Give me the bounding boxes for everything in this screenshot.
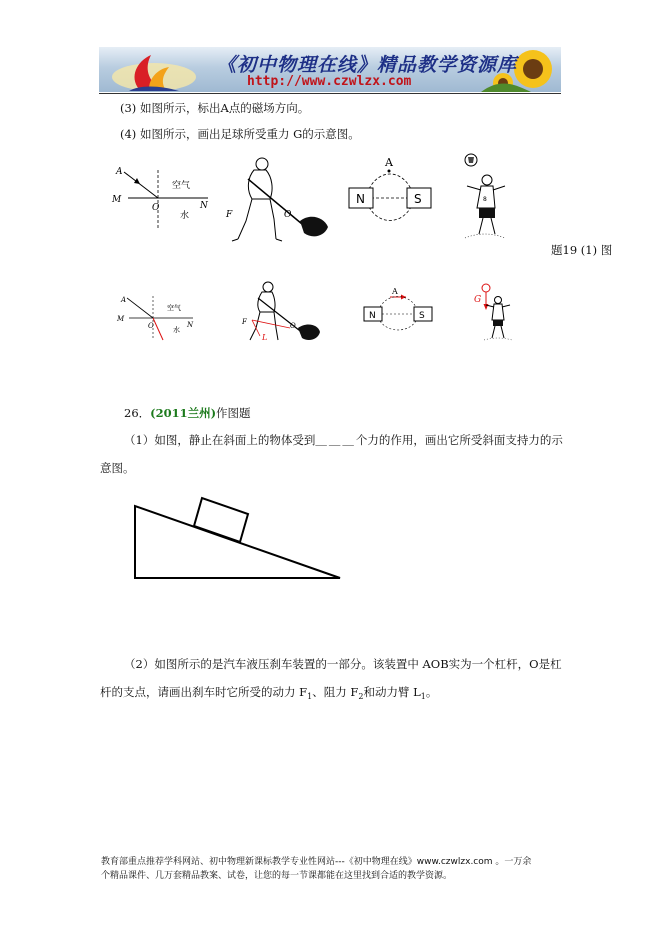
- figure-caption: 题19 (1) 图: [551, 243, 613, 257]
- football-player-diagram: [455, 150, 525, 245]
- q26-part2-line1: （2）如图所示的是汽车液压刹车装置的一部分。该装置中 AOB实为一个杠杆，O是杠: [124, 657, 562, 671]
- q26-number: 26．: [124, 406, 151, 420]
- football-answer-diagram: [470, 282, 525, 344]
- q26-heading: [124, 405, 251, 421]
- shovel-worker-diagram: [220, 155, 335, 245]
- player-number: 8: [483, 196, 487, 203]
- magnet-S: S: [414, 192, 422, 206]
- logo-icon: [99, 47, 209, 92]
- refraction-answer-diagram: [115, 290, 200, 345]
- q26-part1-text-b: 个力的作用，画出它所受斜面支持力的示: [355, 433, 563, 447]
- answer-label-G: G: [474, 295, 482, 305]
- answer-blank[interactable]: ＿＿＿: [315, 433, 356, 447]
- magnet-N: N: [356, 192, 365, 206]
- label-N: N: [200, 201, 208, 211]
- header-banner: [99, 47, 561, 92]
- subscript-1: 1: [307, 692, 313, 701]
- block-on-incline: [194, 498, 248, 542]
- label-A: A: [116, 167, 123, 177]
- answer-label-M: M: [117, 315, 125, 323]
- answer-label-water: 水: [173, 326, 180, 334]
- answer-label-F: F: [242, 318, 247, 326]
- incline-diagram: [130, 492, 345, 582]
- q26-part2-text-b: 、阻力 F: [312, 685, 359, 699]
- answer-label-air: 空气: [167, 304, 181, 312]
- subscript-3: 1: [420, 692, 426, 701]
- answer-magnet-S: S: [419, 311, 425, 321]
- refraction-diagram: [110, 160, 220, 235]
- q26-part2-line2: [100, 684, 437, 705]
- footer-line2: 个精品课件、几万套精品教案、试卷，让您的每一节课都能在这里找到合适的教学资源。: [101, 871, 453, 881]
- label-water: 水: [180, 211, 190, 221]
- q26-type: 作图题: [216, 406, 251, 420]
- label-M: M: [112, 195, 122, 205]
- header-url[interactable]: http://www.czwlzx.com: [247, 74, 412, 89]
- answer-label-lever-O: O: [290, 322, 296, 330]
- subscript-2: 2: [358, 692, 364, 701]
- footer-line1: 教育部重点推荐学科网站、初中物理新课标教学专业性网站---《初中物理在线》www.czwlzx.com 。一万余: [101, 857, 532, 867]
- q26-part2-text-a: 杆的支点，请画出刹车时它所受的动力 F: [100, 685, 308, 699]
- header-title: 《初中物理在线》精品教学资源库: [217, 54, 518, 76]
- q26-part1-line2: 意图。: [100, 461, 135, 475]
- magnet-label-A: A: [385, 156, 393, 169]
- shovel-answer-diagram: [238, 280, 328, 345]
- q25-part4: (4) 如图所示，画出足球所受重力 G的示意图。: [120, 127, 360, 141]
- q26-part2-text-c: 和动力臂 L: [363, 685, 421, 699]
- answer-magnet-N: N: [369, 311, 376, 321]
- q26-part1-text-a: （1）如图，静止在斜面上的物体受到: [124, 433, 316, 447]
- answer-label-L: L: [262, 333, 268, 342]
- label-air: 空气: [172, 181, 191, 191]
- magnet-diagram: [345, 155, 440, 225]
- footer: [101, 855, 571, 883]
- answer-magnet-A: A: [392, 287, 398, 296]
- label-O: O: [152, 203, 160, 213]
- q26-part1-line1: [124, 432, 563, 448]
- magnet-answer-diagram: [360, 285, 440, 335]
- label-lever-O: O: [284, 210, 292, 220]
- q25-part3: (3) 如图所示，标出A点的磁场方向。: [120, 101, 310, 115]
- label-F: F: [226, 210, 233, 220]
- answer-label-A: A: [121, 296, 127, 304]
- q26-part2-text-d: 。: [425, 685, 438, 699]
- header-rule: [99, 93, 561, 94]
- q26-source: (2011兰州): [150, 406, 217, 420]
- answer-label-N: N: [187, 321, 194, 329]
- answer-label-O: O: [148, 322, 154, 330]
